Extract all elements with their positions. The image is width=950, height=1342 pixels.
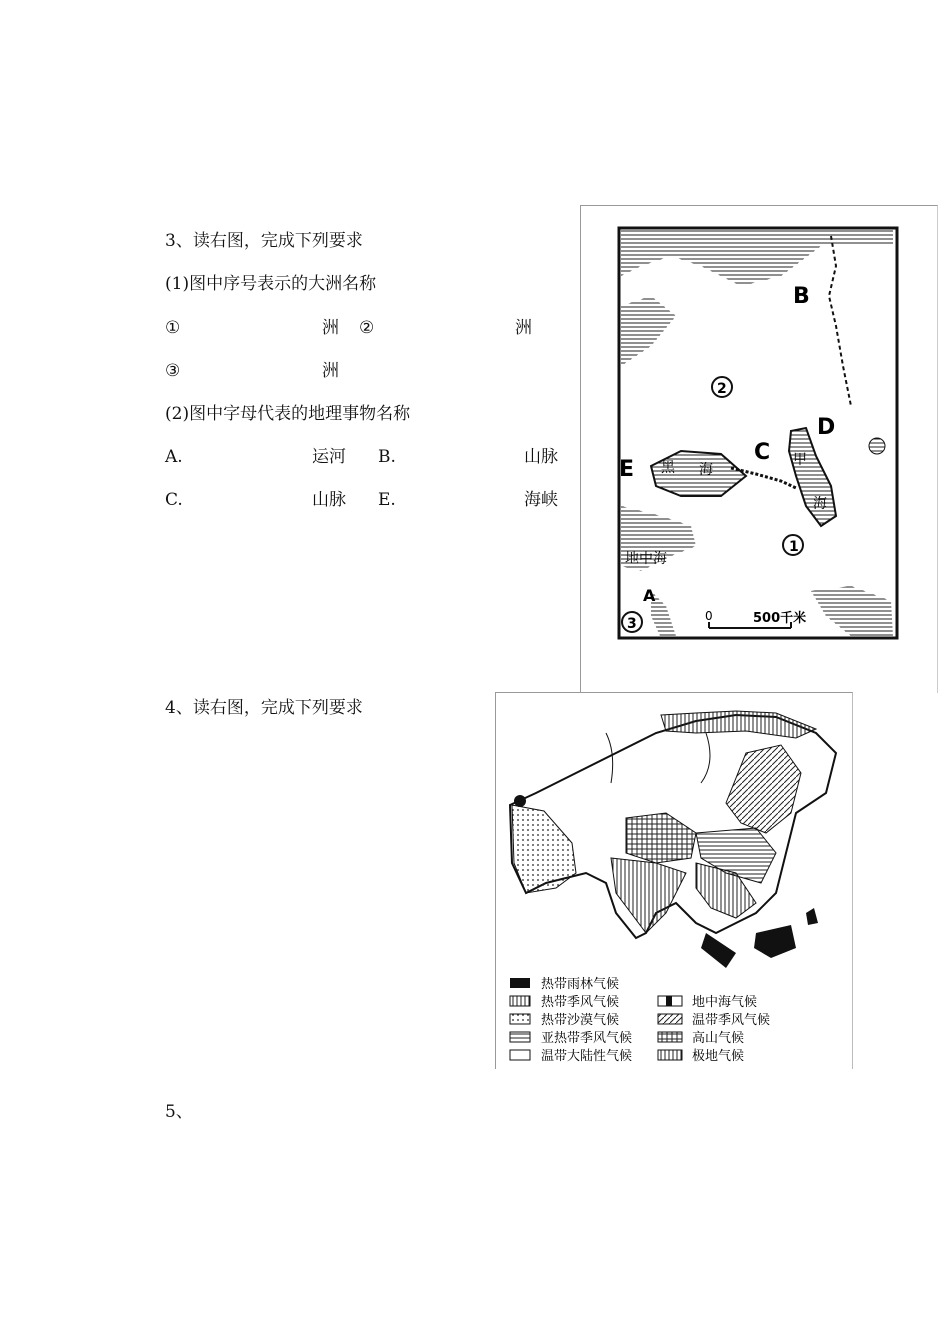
q3-continent-3-suffix: 洲 [322,361,339,381]
legend-tropical-desert: 热带沙漠气候 [541,1013,620,1028]
q3-c-label: C. [165,490,183,510]
ural-mountains [829,236,851,406]
arctic-sea [621,230,893,286]
legend-temperate-monsoon: 温带季风气候 [692,1013,771,1028]
mediterranean-label: 地中海 [625,551,667,567]
q3-part1: (1)图中序号表示的大洲名称 [165,274,377,294]
map-west-asia-svg [581,206,937,693]
q3-c-suffix: 山脉 [312,490,346,510]
borneo [754,925,796,958]
legend-polar: 极地气候 [692,1049,745,1064]
legend-subtropical-monsoon: 亚热带季风气候 [541,1031,633,1046]
legend-rainforest: 热带雨林气候 [541,977,620,992]
label-b: B [793,284,810,309]
map-frame [619,228,897,638]
label-c: C [754,440,771,465]
q3-part2: (2)图中字母代表的地理事物名称 [165,404,411,424]
q3-title: 3、读右图，完成下列要求 [165,231,363,251]
q3-continent-1-num: ① [165,318,181,338]
baltic-sea [621,296,676,366]
q3-e-suffix: 海峡 [524,490,558,510]
caspian-char-2: 海 [813,496,827,512]
q3-continent-1-suffix: 洲 [322,318,339,338]
scale-500: 500千米 [753,611,807,626]
black-sea-char-2: 海 [699,462,713,478]
label-a: A [643,586,656,605]
q3-continent-2-suffix: 洲 [515,318,532,338]
aral-sea [869,438,885,454]
map-asia-climate [495,692,853,1069]
label-2: 2 [717,381,727,397]
persian-gulf [811,586,893,636]
sumatra [701,933,736,968]
label-e: E [619,457,635,482]
climate-legend [510,976,770,1064]
scale-zero: 0 [705,609,713,623]
caspian-char-1: 甲 [793,452,807,468]
map-west-asia [580,205,938,693]
label-1: 1 [789,539,799,555]
q3-b-label: B. [378,447,396,467]
q3-a-suffix: 运河 [312,447,346,467]
q3-continent-2-num: ② [359,318,375,338]
philippines-island [806,908,818,925]
black-sea-char-1: 黑 [661,460,675,476]
q5-title: 5、 [165,1102,193,1122]
q3-continent-3-num: ③ [165,361,181,381]
q3-e-label: E. [378,490,396,510]
label-d: D [817,415,836,440]
legend-temperate-continental: 温带大陆性气候 [541,1049,633,1064]
q3-b-suffix: 山脉 [524,447,558,467]
label-3: 3 [627,616,637,632]
legend-tropical-monsoon: 热带季风气候 [541,995,620,1010]
map-asia-climate-svg [496,693,852,1069]
legend-mediterranean: 地中海气候 [692,995,758,1010]
q3-a-label: A. [165,447,183,467]
q4-title: 4、读右图，完成下列要求 [165,698,363,718]
legend-highland: 高山气候 [692,1031,745,1046]
